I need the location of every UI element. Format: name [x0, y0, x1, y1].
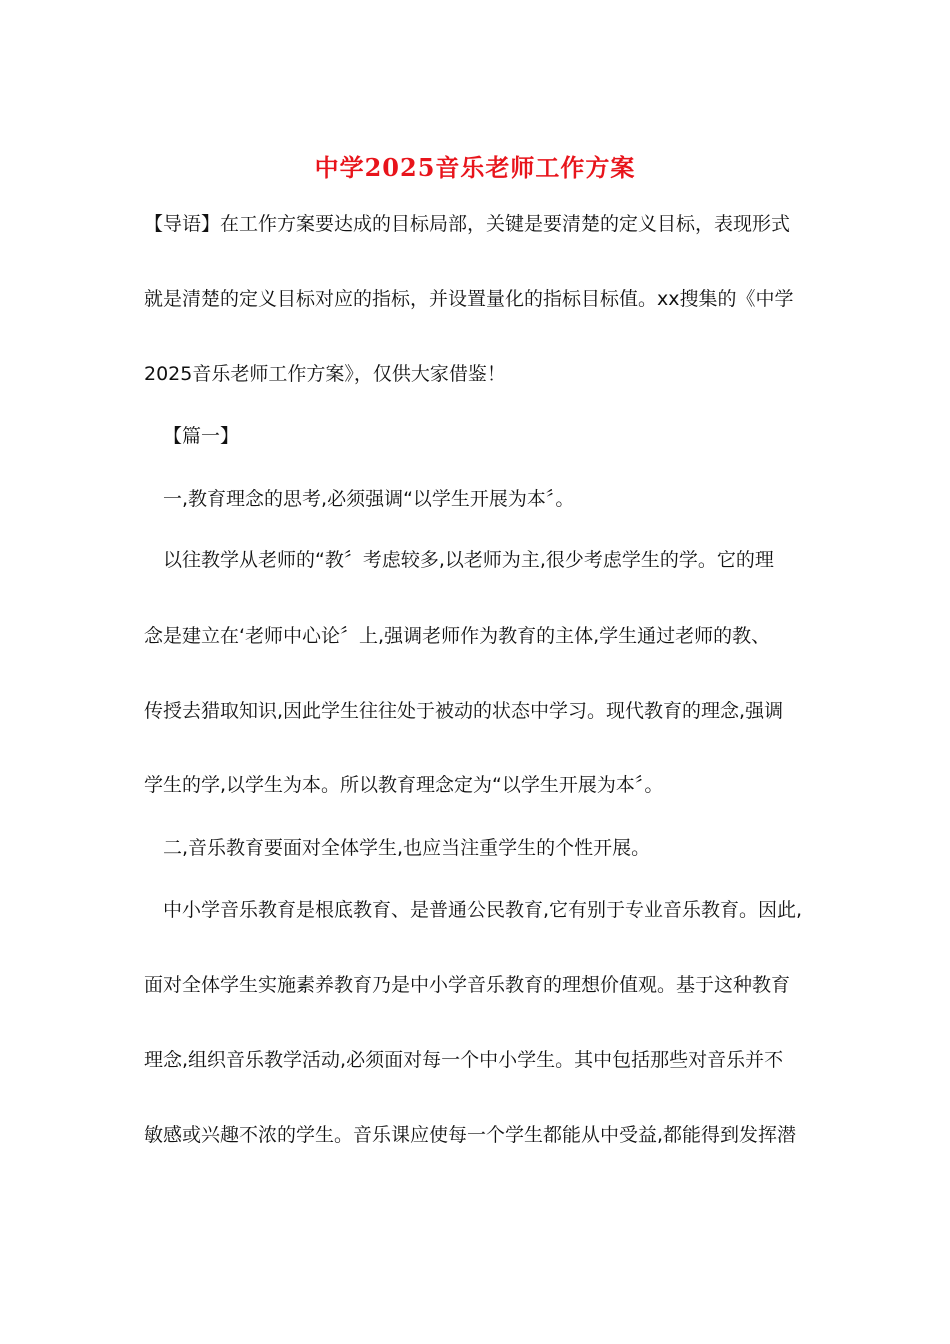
body-line-3: 传授去猎取知识,因此学生往往处于被动的状态中学习。现代教育的理念,强调 [144, 700, 784, 722]
body-line-7: 理念,组织音乐教学活动,必须面对每一个中小学生。其中包括那些对音乐并不 [144, 1049, 784, 1071]
intro-line-1: 【导语】在工作方案要达成的目标局部，关键是要清楚的定义目标，表现形式 [144, 213, 791, 235]
body-line-8: 敏感或兴趣不浓的学生。音乐课应使每一个学生都能从中受益,都能得到发挥潜 [144, 1124, 797, 1146]
body-line-4: 学生的学,以学生为本。所以教育理念定为“以学生开展为本〞。 [144, 774, 664, 796]
section-heading: 【篇一】 [163, 425, 240, 447]
document-title: 中学2025音乐老师工作方案 [314, 153, 636, 182]
intro-line-3: 2025音乐老师工作方案》，仅供大家借鉴！ [144, 363, 506, 385]
point-heading-1: 一,教育理念的思考,必须强调“以学生开展为本〞。 [163, 488, 575, 510]
body-line-6: 面对全体学生实施素养教育乃是中小学音乐教育的理想价值观。基于这种教育 [144, 974, 791, 996]
body-line-5: 中小学音乐教育是根底教育、是普通公民教育,它有别于专业音乐教育。因此, [163, 899, 803, 921]
point-heading-2: 二,音乐教育要面对全体学生,也应当注重学生的个性开展。 [163, 837, 651, 859]
body-line-1: 以往教学从老师的“教〞考虑较多,以老师为主,很少考虑学生的学。它的理 [163, 549, 774, 571]
body-line-2: 念是建立在‘老师中心论〞上,强调老师作为教育的主体,学生通过老师的教、 [144, 625, 771, 647]
intro-line-2: 就是清楚的定义目标对应的指标，并设置量化的指标目标值。xx搜集的《中学 [144, 288, 794, 310]
